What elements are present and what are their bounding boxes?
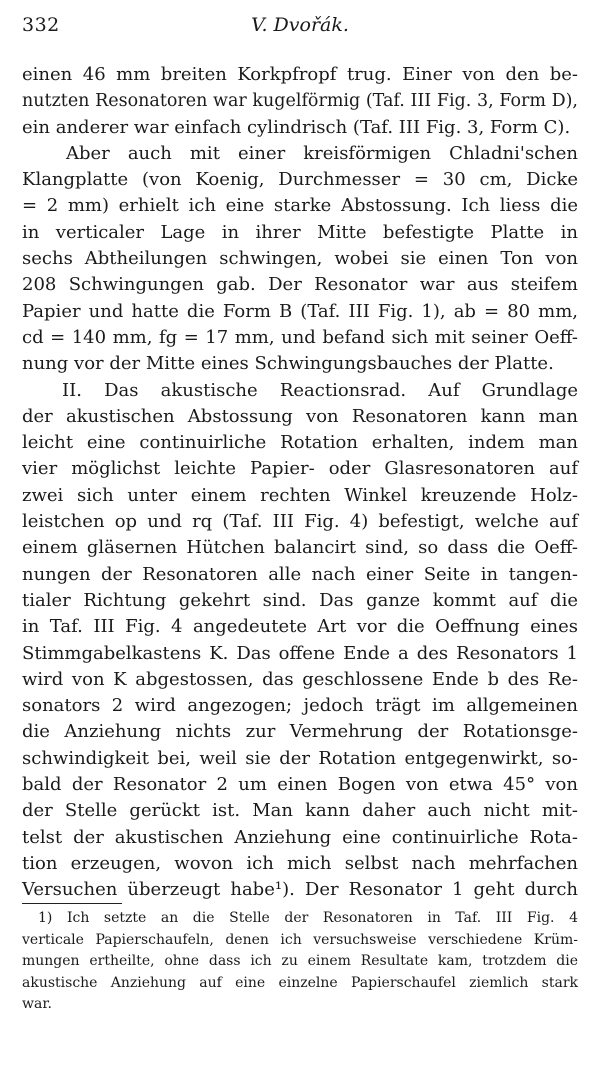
footnote-line: verticale Papierschaufeln, denen ich versuchsweise verschiedene Krüm- <box>22 931 578 948</box>
text-line: telst der akustischen Anziehung eine continuirliche Rota- <box>22 826 578 848</box>
text-line: cd = 140 mm, fg = 17 mm, und befand sich mit seiner Oeff- <box>22 326 578 348</box>
text-line: tialer Richtung gekehrt sind. Das ganze kommt auf die <box>22 589 578 611</box>
text-line: die Anziehung nichts zur Vermehrung der Rotationsge- <box>22 721 578 743</box>
text-line: = 2 mm) erhielt ich eine starke Abstossung. Ich liess die <box>22 195 578 217</box>
text-line: nung vor der Mitte eines Schwingungsbauches der Platte. <box>22 353 554 375</box>
footnote-line: 1) Ich setzte an die Stelle der Resonatoren in Taf. III Fig. 4 <box>38 910 578 926</box>
section-heading-line: II. Das akustische Reactionsrad. Auf Grundlage <box>62 379 578 401</box>
text-line: Versuchen überzeugt habe¹). Der Resonator 1 geht durch <box>22 879 578 901</box>
page-number: 332 <box>22 14 60 36</box>
footnote-line: war. <box>22 996 52 1012</box>
text-line: vier möglichst leichte Papier- oder Glasresonatoren auf <box>22 458 578 480</box>
footnote-line: akustische Anziehung auf eine einzelne Papierschaufel ziemlich stark <box>22 974 578 991</box>
text-line: einem gläsernen Hütchen balancirt sind, so dass die Oeff- <box>22 537 578 559</box>
text-line: schwindigkeit bei, weil sie der Rotation entgegenwirkt, so- <box>22 747 578 769</box>
page-header <box>22 14 578 44</box>
text-line: Stimmgabelkastens K. Das offene Ende a des Resonators 1 <box>22 642 578 664</box>
text-line: ein anderer war einfach cylindrisch (Taf. III Fig. 3, Form C). <box>22 116 571 138</box>
text-line: der Stelle gerückt ist. Man kann daher auch nicht mit- <box>22 800 578 822</box>
text-line: sechs Abtheilungen schwingen, wobei sie einen Ton von <box>22 248 578 270</box>
body-text <box>22 62 578 904</box>
text-line: Papier und hatte die Form B (Taf. III Fig. 1), ab = 80 mm, <box>22 300 578 322</box>
text-line: nungen der Resonatoren alle nach einer Seite in tangen- <box>22 563 578 585</box>
text-line: einen 46 mm breiten Korkpfropf trug. Einer von den be- <box>22 64 578 85</box>
footnote-divider <box>22 903 122 904</box>
text-line: in verticaler Lage in ihrer Mitte befestigte Platte in <box>22 221 578 243</box>
text-line: bald der Resonator 2 um einen Bogen von etwa 45° von <box>22 774 578 796</box>
text-line: leistchen op und rq (Taf. III Fig. 4) befestigt, welche auf <box>22 511 578 533</box>
text-line: nutzten Resonatoren war kugelförmig (Taf. III Fig. 3, Form D), <box>22 91 578 112</box>
text-line: 208 Schwingungen gab. Der Resonator war aus steifem <box>22 274 578 296</box>
text-line: in Taf. III Fig. 4 angedeutete Art vor die Oeffnung eines <box>22 616 578 638</box>
footnote-line: mungen ertheilte, ohne dass ich zu einem Resultate kam, trotzdem die <box>22 953 578 969</box>
text-line: leicht eine continuirliche Rotation erhalten, indem man <box>22 432 578 454</box>
text-line: tion erzeugen, wovon ich mich selbst nach mehrfachen <box>22 852 578 874</box>
footnotes <box>22 908 578 1016</box>
text-line: wird von K abgestossen, das geschlossene Ende b des Re- <box>22 668 578 690</box>
text-line: Klangplatte (von Koenig, Durchmesser = 30 cm, Dicke <box>22 169 578 191</box>
text-line: Aber auch mit einer kreisförmigen Chladni'schen <box>66 142 578 164</box>
running-head: V. Dvořák. <box>251 14 349 36</box>
text-line: sonators 2 wird angezogen; jedoch trägt im allgemeinen <box>22 695 578 717</box>
text-line: zwei sich unter einem rechten Winkel kreuzende Holz- <box>22 484 578 506</box>
text-line: der akustischen Abstossung von Resonatoren kann man <box>22 405 578 427</box>
